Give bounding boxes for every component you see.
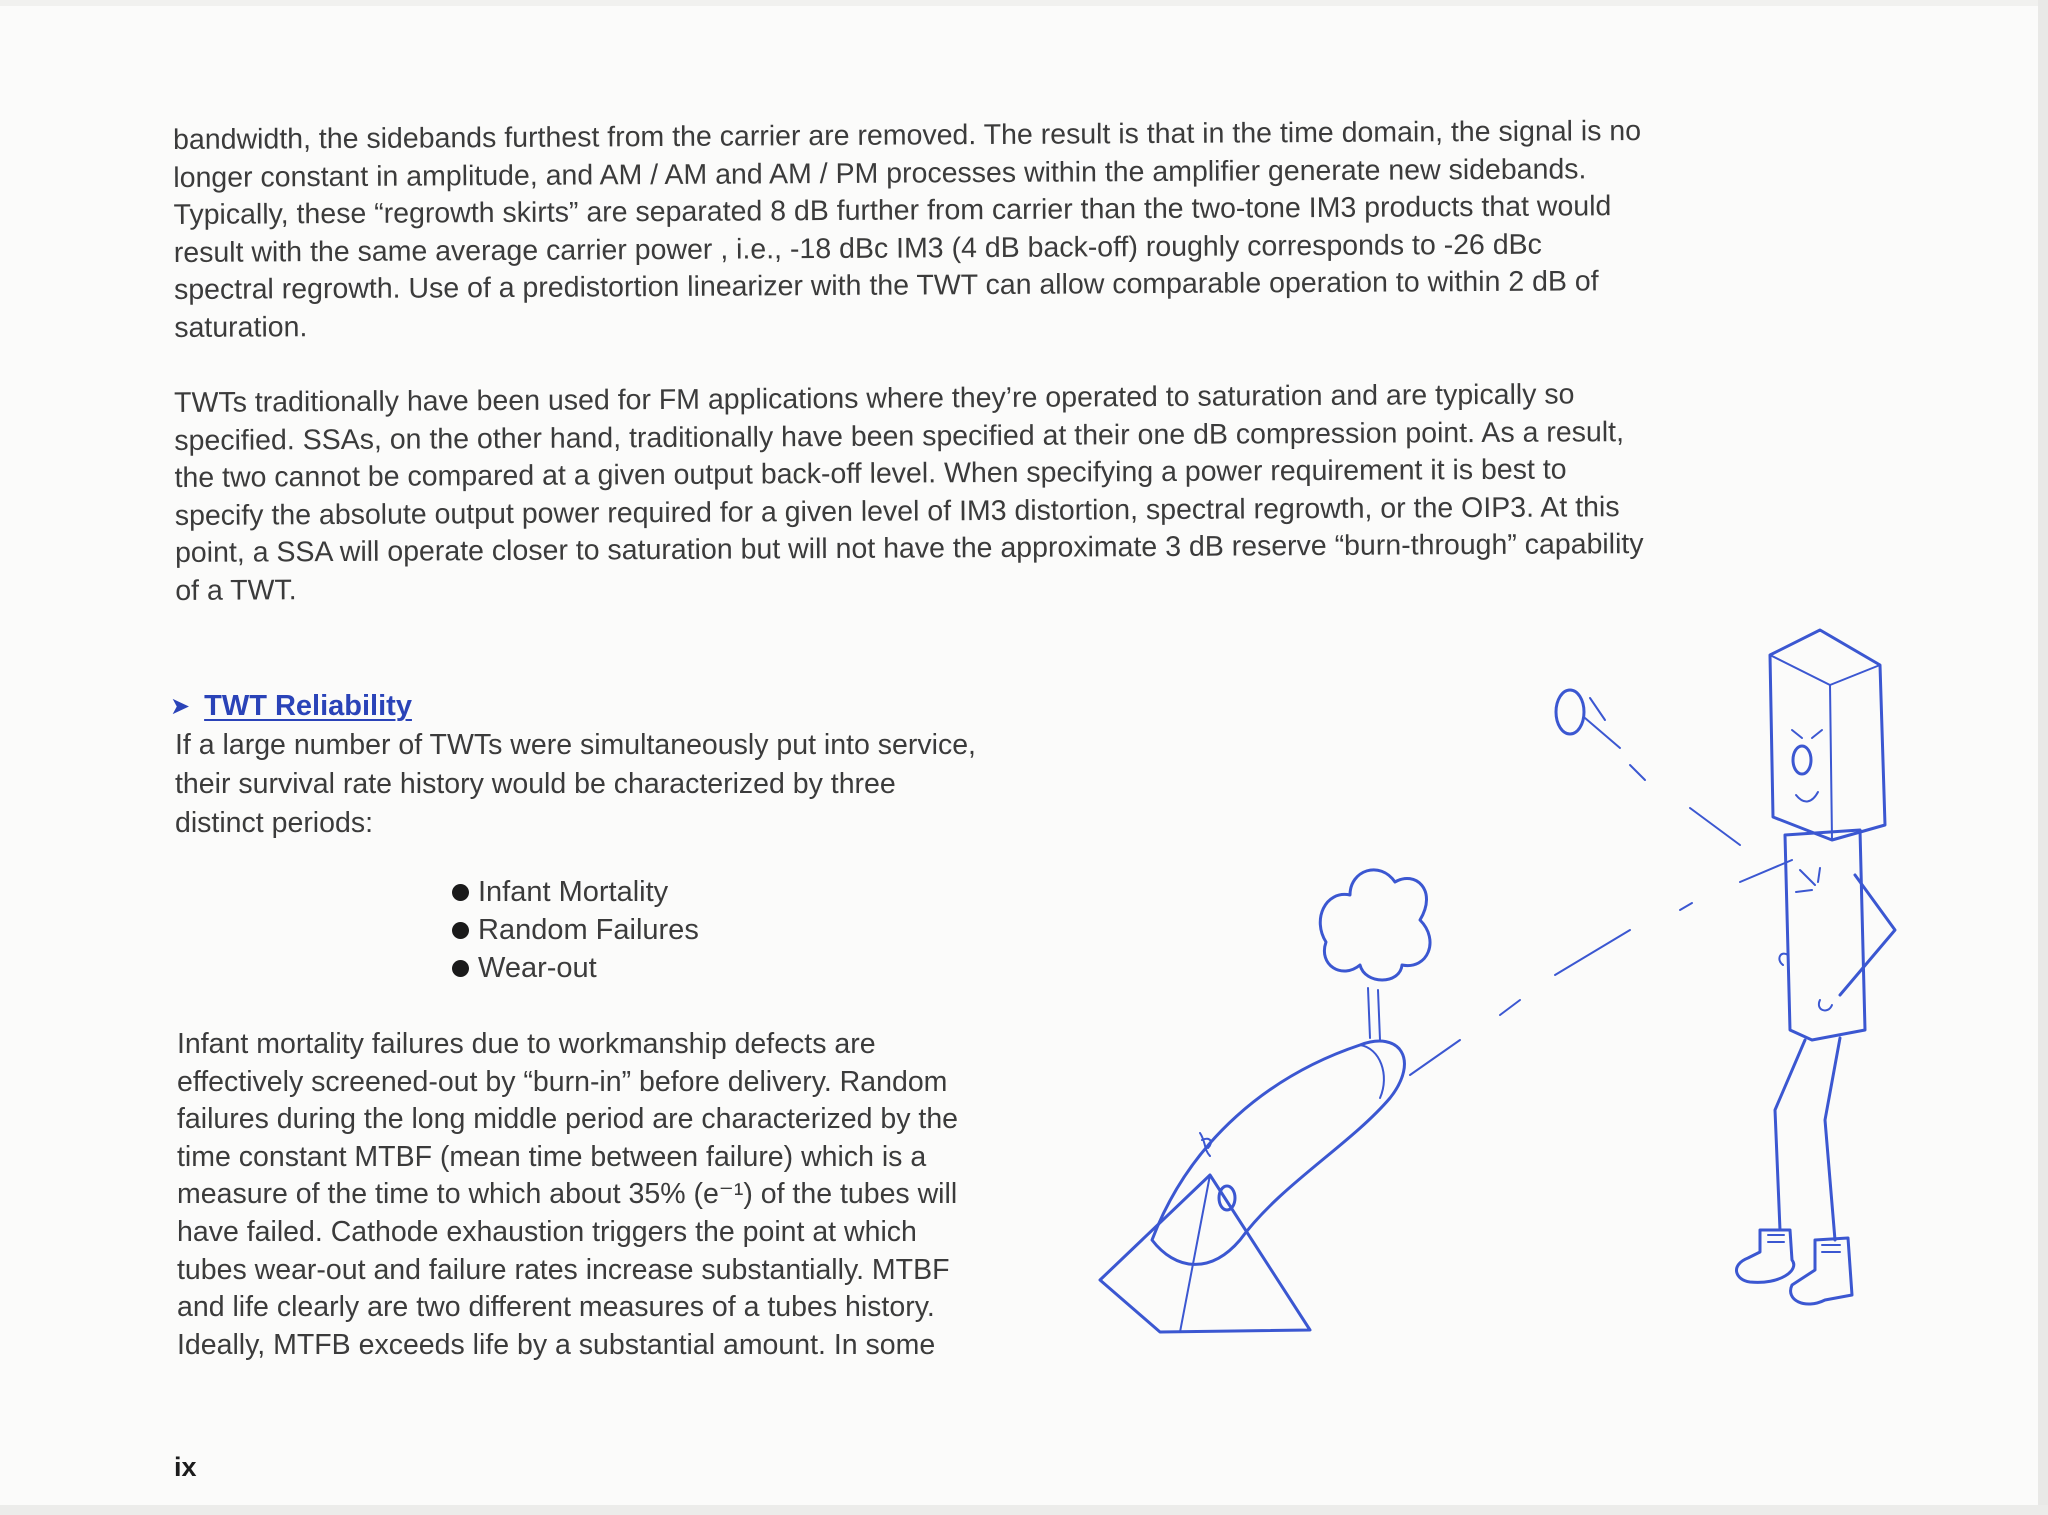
character-body: [1785, 830, 1865, 1040]
character-hand-right: [1819, 1000, 1832, 1010]
smoke-cloud: [1320, 870, 1430, 980]
page-bottom-edge: [0, 1505, 2048, 1515]
cannon-tube-cartoon-illustration: [1080, 620, 1920, 1340]
cannon-wheel-hub: [1219, 1186, 1235, 1210]
character-eye: [1793, 746, 1811, 774]
deflection-dash: [1590, 698, 1605, 720]
trajectory-dash: [1680, 903, 1692, 910]
arrow-bullet-icon: ➤: [170, 693, 191, 720]
character-leg-right: [1825, 1038, 1840, 1240]
list-item: [452, 949, 699, 987]
character-leg-left: [1775, 1040, 1805, 1230]
paragraph-infant-mortality: Infant mortality failures due to workmanship defects are effectively screened-out by “burn-in” before delivery. Random failures during the long middle period are characterized by the time constant MTBF (mean time between failure) which is a measure of the time to which about 35% (e⁻¹) of the tubes will have failed. Cathode exhaustion triggers the point at which tubes wear-out and failure rates increase substantially. MTBF and life clearly are two different measures of a tubes history. Ideally, MTFB exceeds life by a substantial amount. In some: [177, 1028, 959, 1361]
deflection-dash: [1585, 718, 1620, 748]
deflection-dash: [1690, 808, 1740, 845]
character-mouth: [1796, 792, 1818, 801]
page-top-edge: [0, 0, 2048, 6]
paragraph-survival: If a large number of TWTs were simultaneously put into service, their survival rate history would be characterized by three distinct periods:: [175, 729, 976, 839]
character-arm: [1840, 875, 1895, 995]
page-number: ix: [174, 1452, 197, 1482]
trajectory-dash: [1740, 860, 1792, 882]
character-brow: [1792, 730, 1822, 738]
smoke-trail: [1368, 988, 1370, 1038]
paragraph-intro: bandwidth, the sidebands furthest from the carrier are removed. The result is that in the time domain, the signal is no longer constant in amplitude, and AM / AM and AM / PM processes within the amplifier generate new sidebands. Typically, these “regrowth skirts” are separated 8 dB further from carrier than the two-tone IM3 products that would result with the same average carrier power , i.e., -18 dBc IM3 (4 dB back-off) roughly corresponds to -26 dBc spectral regrowth. Use of a predistortion linearizer with the TWT can allow comparable operation to within 2 dB of saturation.: [173, 115, 1642, 344]
paragraph-twt-applications: TWTs traditionally have been used for FM applications where they’re operated to saturation and are typically so specified. SSAs, on the other hand, traditionally have been specified at their one dB compression point. As a result, the two cannot be compared at a given output back-off level. When specifying a power requirement it is best to specify the absolute output power required for a given level of IM3 distortion, spectral regrowth, or the OIP3. At this point, a SSA will operate closer to saturation but will not have the approximate 3 dB reserve “burn-through” capability of a TWT.: [174, 378, 1644, 607]
section-title: TWT Reliability: [204, 690, 412, 722]
boot-laces: [1768, 1235, 1840, 1252]
character-head-top: [1770, 655, 1880, 840]
list-item: [452, 873, 699, 911]
deflection-dash: [1630, 765, 1645, 780]
list-item: [452, 911, 699, 949]
list-item-label: Random Failures: [478, 914, 699, 946]
character-boot-right: [1791, 1238, 1852, 1304]
trajectory-dash: [1555, 930, 1630, 975]
character-boot-left: [1736, 1230, 1793, 1282]
impact-mark: [1796, 868, 1820, 892]
character-head: [1770, 630, 1885, 840]
trajectory-dash: [1500, 1000, 1520, 1015]
section-heading-twt-reliability: [170, 690, 412, 723]
bullet-dot-icon: [452, 960, 469, 977]
page-right-edge: [2038, 0, 2048, 1515]
failure-periods-list: [452, 873, 699, 987]
cannon-barrel: [1152, 1041, 1404, 1264]
list-item-label: Infant Mortality: [478, 876, 669, 908]
bullet-dot-icon: [452, 884, 469, 901]
cannonball: [1556, 690, 1584, 734]
cannon-muzzle: [1360, 1045, 1384, 1098]
list-item-label: Wear-out: [478, 952, 597, 984]
trajectory-dash: [1410, 1040, 1460, 1075]
smoke-trail: [1378, 990, 1380, 1040]
bullet-dot-icon: [452, 922, 469, 939]
